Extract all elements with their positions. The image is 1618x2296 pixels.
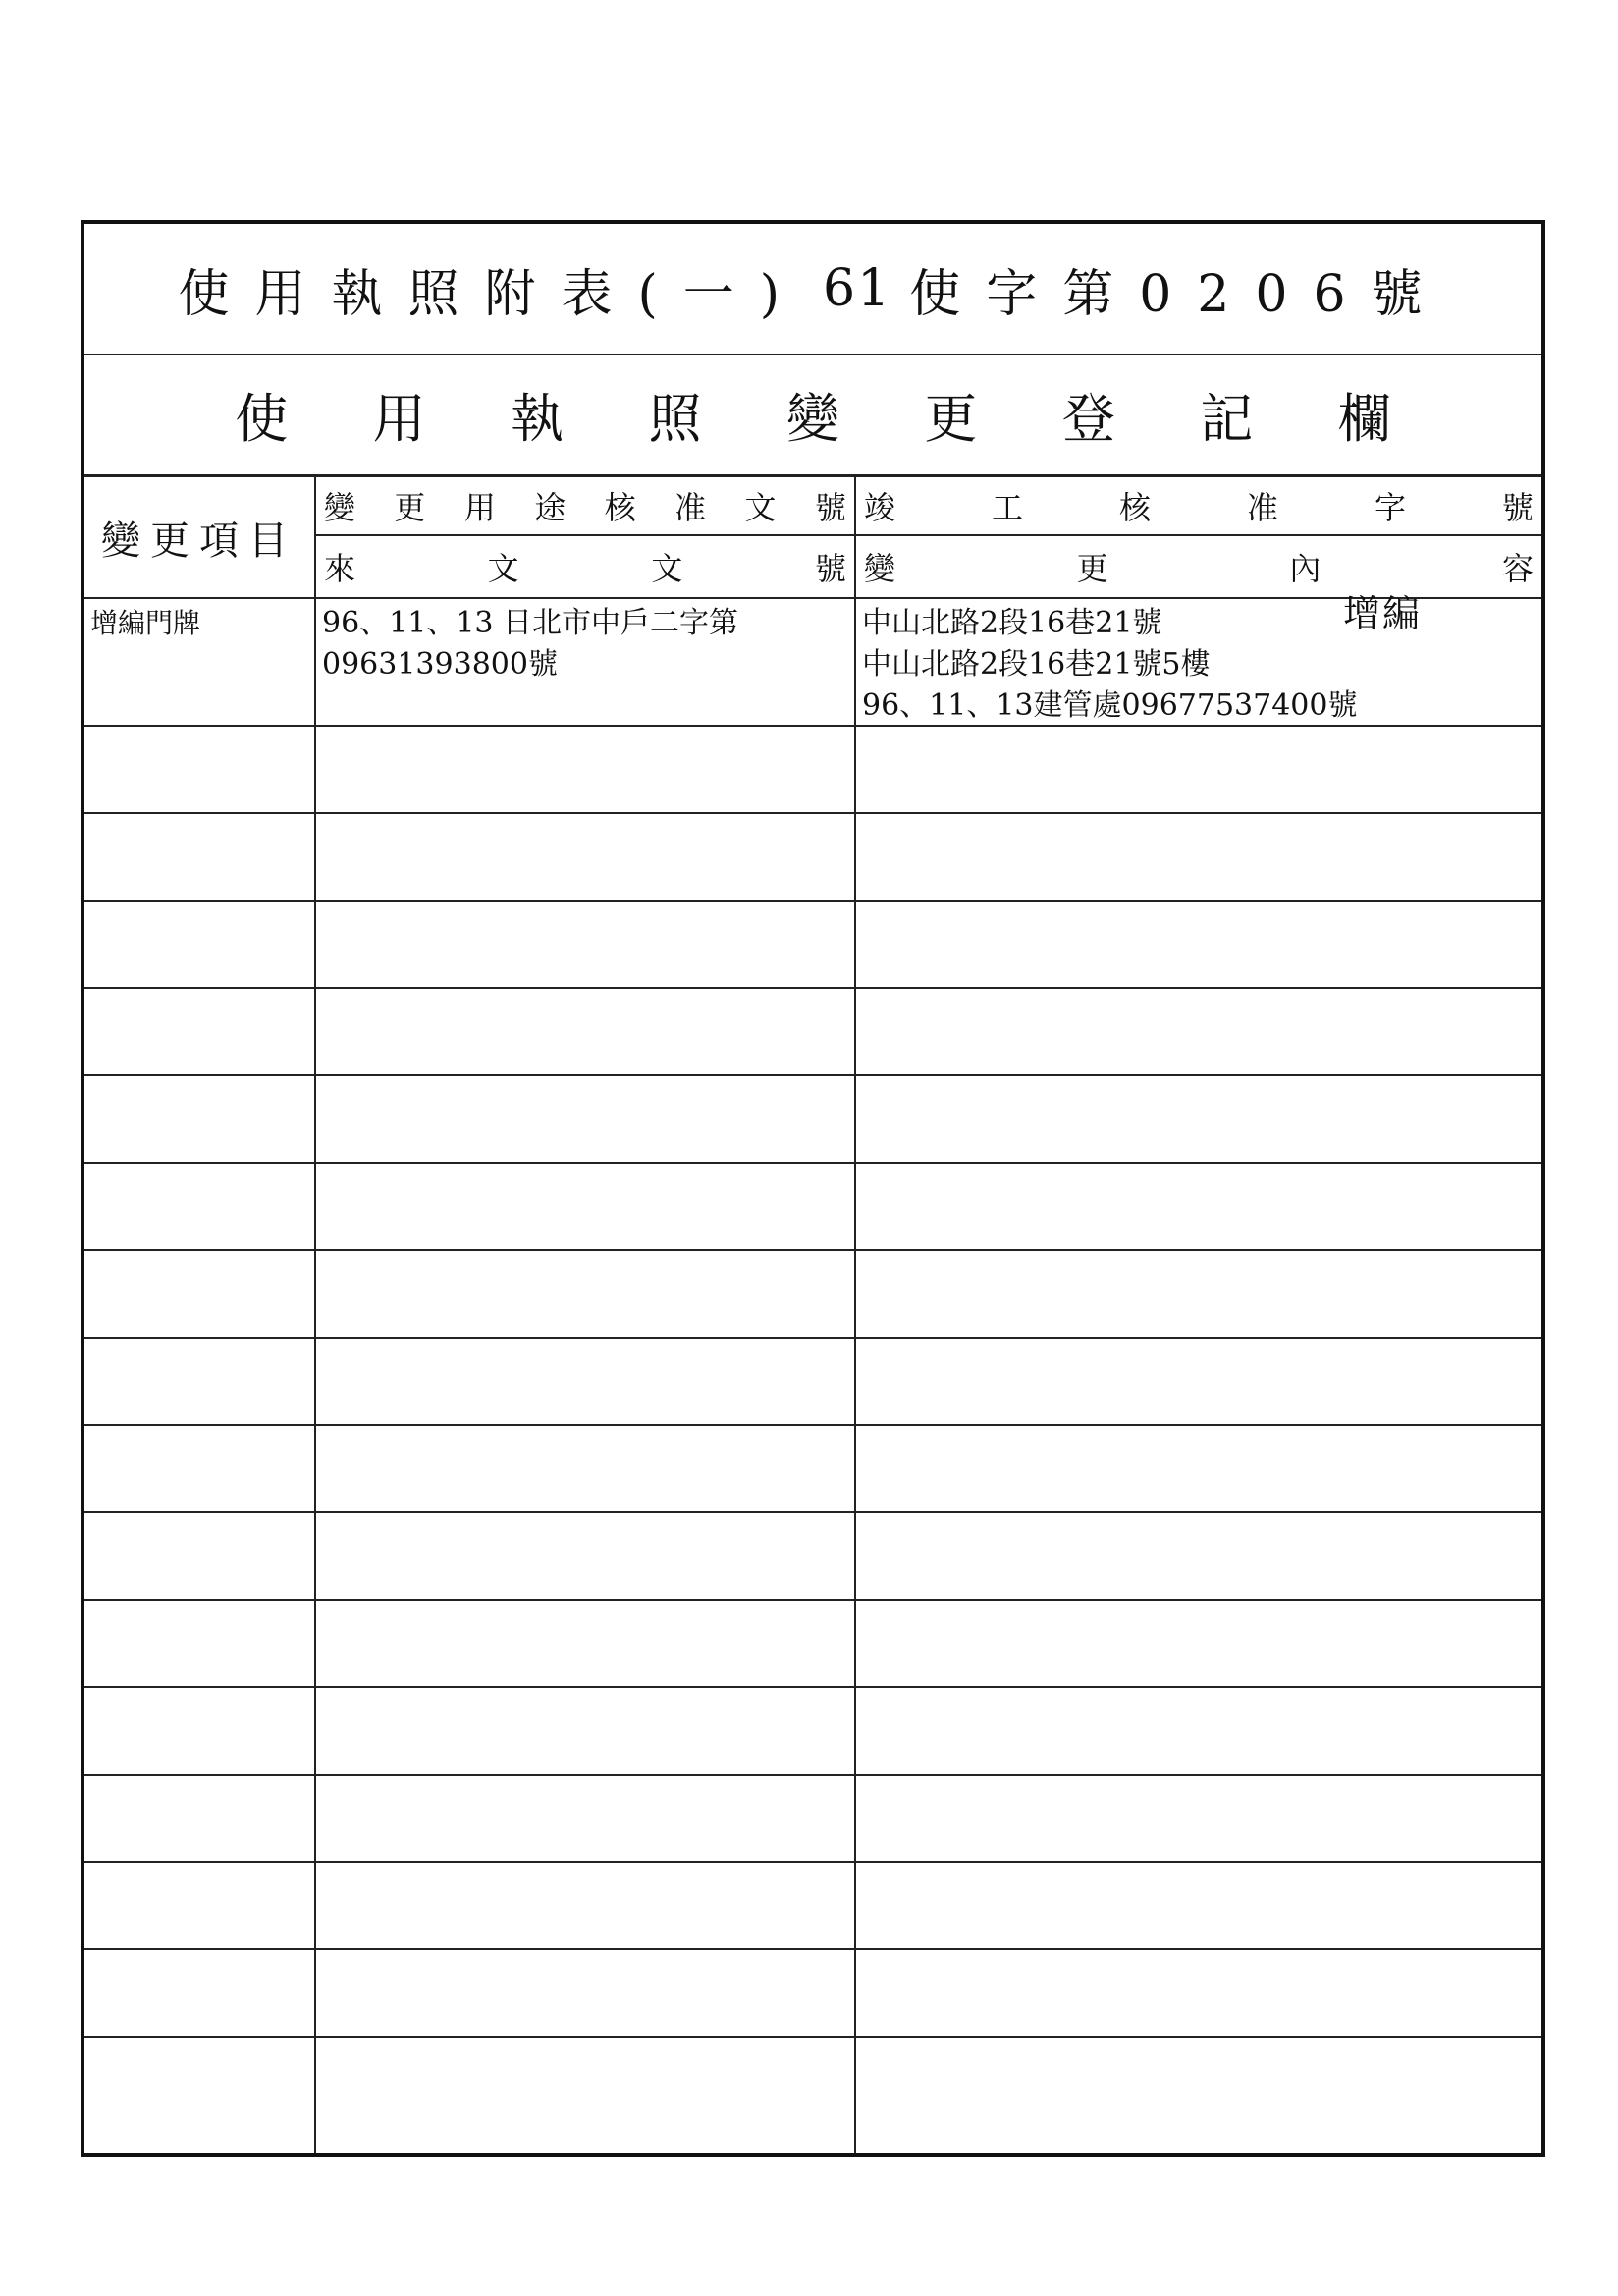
cell-content: [856, 814, 1541, 900]
cell-content: [856, 1076, 1541, 1162]
cell-change-item: [84, 1863, 316, 1948]
form-title: [84, 224, 1541, 355]
header-char: 容: [1501, 550, 1534, 587]
cell-reference: [316, 1513, 856, 1599]
table-row-empty: [84, 1776, 1541, 1863]
header-char: 更: [394, 489, 426, 526]
cell-content: [856, 1164, 1541, 1249]
table-row-empty: [84, 814, 1541, 902]
cell-content: [856, 989, 1541, 1074]
header-char: 工: [991, 489, 1023, 526]
table-row-empty: [84, 2038, 1541, 2153]
section-heading-char: 變: [785, 388, 839, 450]
cell-content: [856, 1601, 1541, 1686]
cell-reference: [316, 599, 856, 725]
header-change-item: 變更項目: [84, 477, 316, 599]
header-char: 核: [1118, 489, 1151, 526]
cell-change-item: [84, 1513, 316, 1599]
cell-reference: [316, 1688, 856, 1774]
cell-content: [856, 902, 1541, 987]
header-char: 用: [463, 489, 496, 526]
cell-content: [856, 1513, 1541, 1599]
cell-reference: [316, 727, 856, 812]
header-incoming-doc-no: [316, 536, 856, 599]
section-heading-char: 使: [235, 388, 289, 450]
cell-reference: [316, 1776, 856, 1861]
cell-content: [856, 1863, 1541, 1948]
header-char: 內: [1289, 550, 1321, 587]
table-row-empty: [84, 902, 1541, 989]
cell-reference: [316, 1251, 856, 1337]
table-row-empty: [84, 727, 1541, 814]
change-item-text: 增編門牌: [90, 607, 201, 639]
cell-change-item: [84, 989, 316, 1074]
section-heading-char: 登: [1061, 388, 1115, 450]
cell-content: [856, 1950, 1541, 2036]
cell-content: [856, 1426, 1541, 1511]
header-char: 途: [534, 489, 566, 526]
table-row-empty: [84, 989, 1541, 1076]
section-heading-char: 更: [924, 388, 978, 450]
cell-content: [856, 1776, 1541, 1861]
cell-change-item: [84, 1076, 316, 1162]
title-prefix: 使用執照附表(一): [178, 264, 806, 324]
header-char: 變: [864, 550, 896, 587]
table-row-empty: [84, 1950, 1541, 2038]
cell-reference: [316, 1164, 856, 1249]
cell-content: [856, 592, 1541, 725]
content-line: 96、11、13建管處09677537400號: [862, 688, 1358, 723]
header-char: 文: [651, 550, 683, 587]
cell-change-item: [84, 1164, 316, 1249]
title-suffix: 使字第0206號: [909, 264, 1448, 324]
cell-reference: [316, 1339, 856, 1424]
cell-content: [856, 1251, 1541, 1337]
table-row-empty: [84, 1601, 1541, 1688]
table-row-empty: [84, 1076, 1541, 1164]
cell-reference: [316, 1863, 856, 1948]
cell-reference: [316, 989, 856, 1074]
reference-line: 96、11、13 日北市中戶二字第: [322, 606, 739, 640]
cell-change-item: [84, 1950, 316, 2036]
header-change-content: [856, 536, 1541, 599]
header-char: 號: [1501, 489, 1534, 526]
table-row-empty: [84, 1688, 1541, 1776]
content-line: 中山北路2段16巷21號: [862, 606, 1162, 640]
cell-change-item: [84, 1339, 316, 1424]
cell-reference: [316, 1950, 856, 2036]
header-char: 更: [1076, 550, 1108, 587]
cell-content: [856, 2038, 1541, 2153]
table-row: [84, 592, 1541, 727]
section-heading-char: 用: [372, 388, 426, 450]
section-heading-char: 照: [648, 388, 702, 450]
cell-change-item: [84, 1251, 316, 1337]
header-char: 准: [674, 489, 707, 526]
header-char: 文: [487, 550, 519, 587]
table-row-empty: [84, 1339, 1541, 1426]
section-heading-char: 記: [1200, 388, 1254, 450]
section-heading-char: 欄: [1337, 388, 1391, 450]
cell-change-item: [84, 1688, 316, 1774]
cell-reference: [316, 1426, 856, 1511]
table-row-empty: [84, 1164, 1541, 1251]
cell-reference: [316, 814, 856, 900]
cell-change-item: [84, 1601, 316, 1686]
header-char: 變: [324, 489, 356, 526]
table-row-empty: [84, 1426, 1541, 1513]
cell-change-item: [84, 1776, 316, 1861]
header-char: 來: [324, 550, 356, 587]
reference-line: 09631393800號: [322, 647, 558, 682]
handwritten-note: 增編: [1343, 592, 1423, 635]
header-usage-approval-no: [316, 477, 856, 536]
cell-change-item: [84, 2038, 316, 2153]
form-sheet: [81, 220, 1545, 2157]
cell-change-item: [84, 727, 316, 812]
header-char: 號: [814, 489, 846, 526]
cell-change-item: [84, 814, 316, 900]
section-heading-char: 執: [511, 388, 565, 450]
header-char: 文: [744, 489, 777, 526]
cell-reference: [316, 1601, 856, 1686]
header-char: 字: [1374, 489, 1406, 526]
title-number: 61: [823, 259, 892, 318]
cell-change-item: [84, 1426, 316, 1511]
cell-content: [856, 1339, 1541, 1424]
header-completion-approval-no: [856, 477, 1541, 536]
table-row-empty: [84, 1863, 1541, 1950]
cell-change-item: [84, 599, 316, 725]
cell-content: [856, 727, 1541, 812]
table-row-empty: [84, 1513, 1541, 1601]
cell-content: [856, 1688, 1541, 1774]
table-row-empty: [84, 1251, 1541, 1339]
header-char: 竣: [864, 489, 896, 526]
section-heading: [84, 355, 1541, 477]
cell-reference: [316, 1076, 856, 1162]
cell-change-item: [84, 902, 316, 987]
content-line: 中山北路2段16巷21號5樓: [862, 647, 1211, 682]
cell-reference: [316, 902, 856, 987]
header-char: 准: [1246, 489, 1278, 526]
header-char: 核: [604, 489, 636, 526]
header-char: 號: [814, 550, 846, 587]
cell-reference: [316, 2038, 856, 2153]
